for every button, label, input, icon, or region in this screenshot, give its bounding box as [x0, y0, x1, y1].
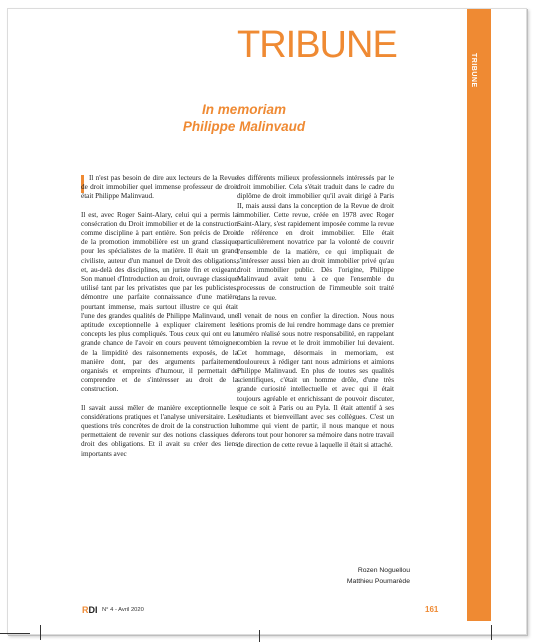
article-column-right: [237, 174, 394, 459]
crop-mark: [40, 625, 41, 640]
paragraph: les différents milieux professionnels intéressés par le droit immobilier. Cela s'était traduit dans le cadre du diplôme de droit immobilier qu'il avait dirigé à Paris II, mais aussi dans la conception de la Revue de droit immobilier. Cette revue, créée en 1978 avec Roger Saint-Alary, s'est rapidement imposée comme la revue de référence en droit immobilier. Elle était particulièrement novatrice par la volonté de couvrir l'ensemble de la matière, ce qui impliquait de s'intéresser aussi bien au droit immobilier privé qu'au droit immobilier public. Dès l'origine, Philippe Malinvaud avait tenu à ce que l'ensemble du processus de construction de l'immeuble soit traité dans la revue.: [237, 174, 394, 302]
author-name: Rozen Noguellou: [357, 567, 410, 574]
crop-mark: [491, 625, 492, 640]
section-masthead: TRIBUNE: [237, 24, 397, 66]
crop-mark: [259, 630, 260, 642]
article-column-left: [81, 174, 238, 468]
section-side-label: TRIBUNE: [470, 53, 477, 88]
issue-info: N° 4 - Avril 2020: [102, 607, 144, 613]
magazine-page: [7, 8, 527, 635]
logo-letters: DI: [88, 605, 98, 615]
headline-line-1: In memoriam: [201, 102, 287, 117]
section-color-bar: [467, 9, 491, 621]
paragraph: Il venait de nous en confier la direction. Nous nous étions promis de lui rendre hommage dans ce premier numéro réalisé sous notre responsabilité, en rappelant combien la revue et le droit immobilier lui devaient. Cet hommage, désormais in memoriam, est douloureux à rédiger tant nous admirions et aimions Philippe Malinvaud. En plus de toutes ses qualités scientifiques, c'était un homme drôle, d'une très grande curiosité intellectuelle et avec qui il était toujours agréable et enrichissant de pouvoir discuter, que ce soit à Paris ou au Pyla. Il était attentif à ses étudiants et bienveillant avec ses collègues. C'est un homme qui vient de partir, il nous manque et nous ferons tout pour honorer sa mémoire dans notre travail de direction de cette revue à laquelle il était si attaché.: [237, 311, 394, 449]
paragraph: Il savait aussi mêler de manière exceptionnelle les considérations pratiques et l'analyse universitaire. Les questions très concrètes de droit de la construction lui permettaient de revenir sur des notions classiques de droit des obligations. Et il avait su créer des liens importants avec: [81, 403, 238, 458]
paragraph: Il n'est pas besoin de dire aux lecteurs de la Revue de droit immobilier quel immense professeur de droit était Philippe Malinvaud.: [81, 174, 238, 201]
page-number: 161: [425, 605, 439, 614]
logo-letter-r: R: [82, 605, 89, 615]
headline-line-2: Philippe Malinvaud: [182, 119, 306, 134]
journal-logo: [82, 605, 98, 615]
paragraph: Il est, avec Roger Saint-Alary, celui qui a permis la consécration du Droit immobilier et de la construction comme discipline à part entière. Son précis de Droit de la promotion immobilière est un grand classique pour les spécialistes de la matière. Il était un grand civiliste, auteur d'un manuel de Droit des obligations, et, au-delà des disciplines, un juriste fin et exigeant. Son manuel d'Introduction au droit, ouvrage classique utilisé tant par les privatistes que par les publicistes, démontre une parfaite connaissance d'une matière pourtant immense, mais surtout illustre ce qui était l'une des grandes qualités de Philippe Malinvaud, une aptitude exceptionnelle à expliquer clairement les concepts les plus compliqués. Tous ceux qui ont eu la grande chance de l'avoir en cours peuvent témoigner de la limpidité des raisonnements exposés, de la manière dont, par des arguments parfaitement organisés et empreints d'humour, il permettait de comprendre et de s'intéresser au droit de la construction.: [81, 210, 238, 394]
crop-mark: [0, 633, 30, 634]
article-signatures: [298, 565, 410, 587]
author-name: Matthieu Poumarède: [346, 578, 410, 585]
article-headline: [80, 101, 408, 135]
